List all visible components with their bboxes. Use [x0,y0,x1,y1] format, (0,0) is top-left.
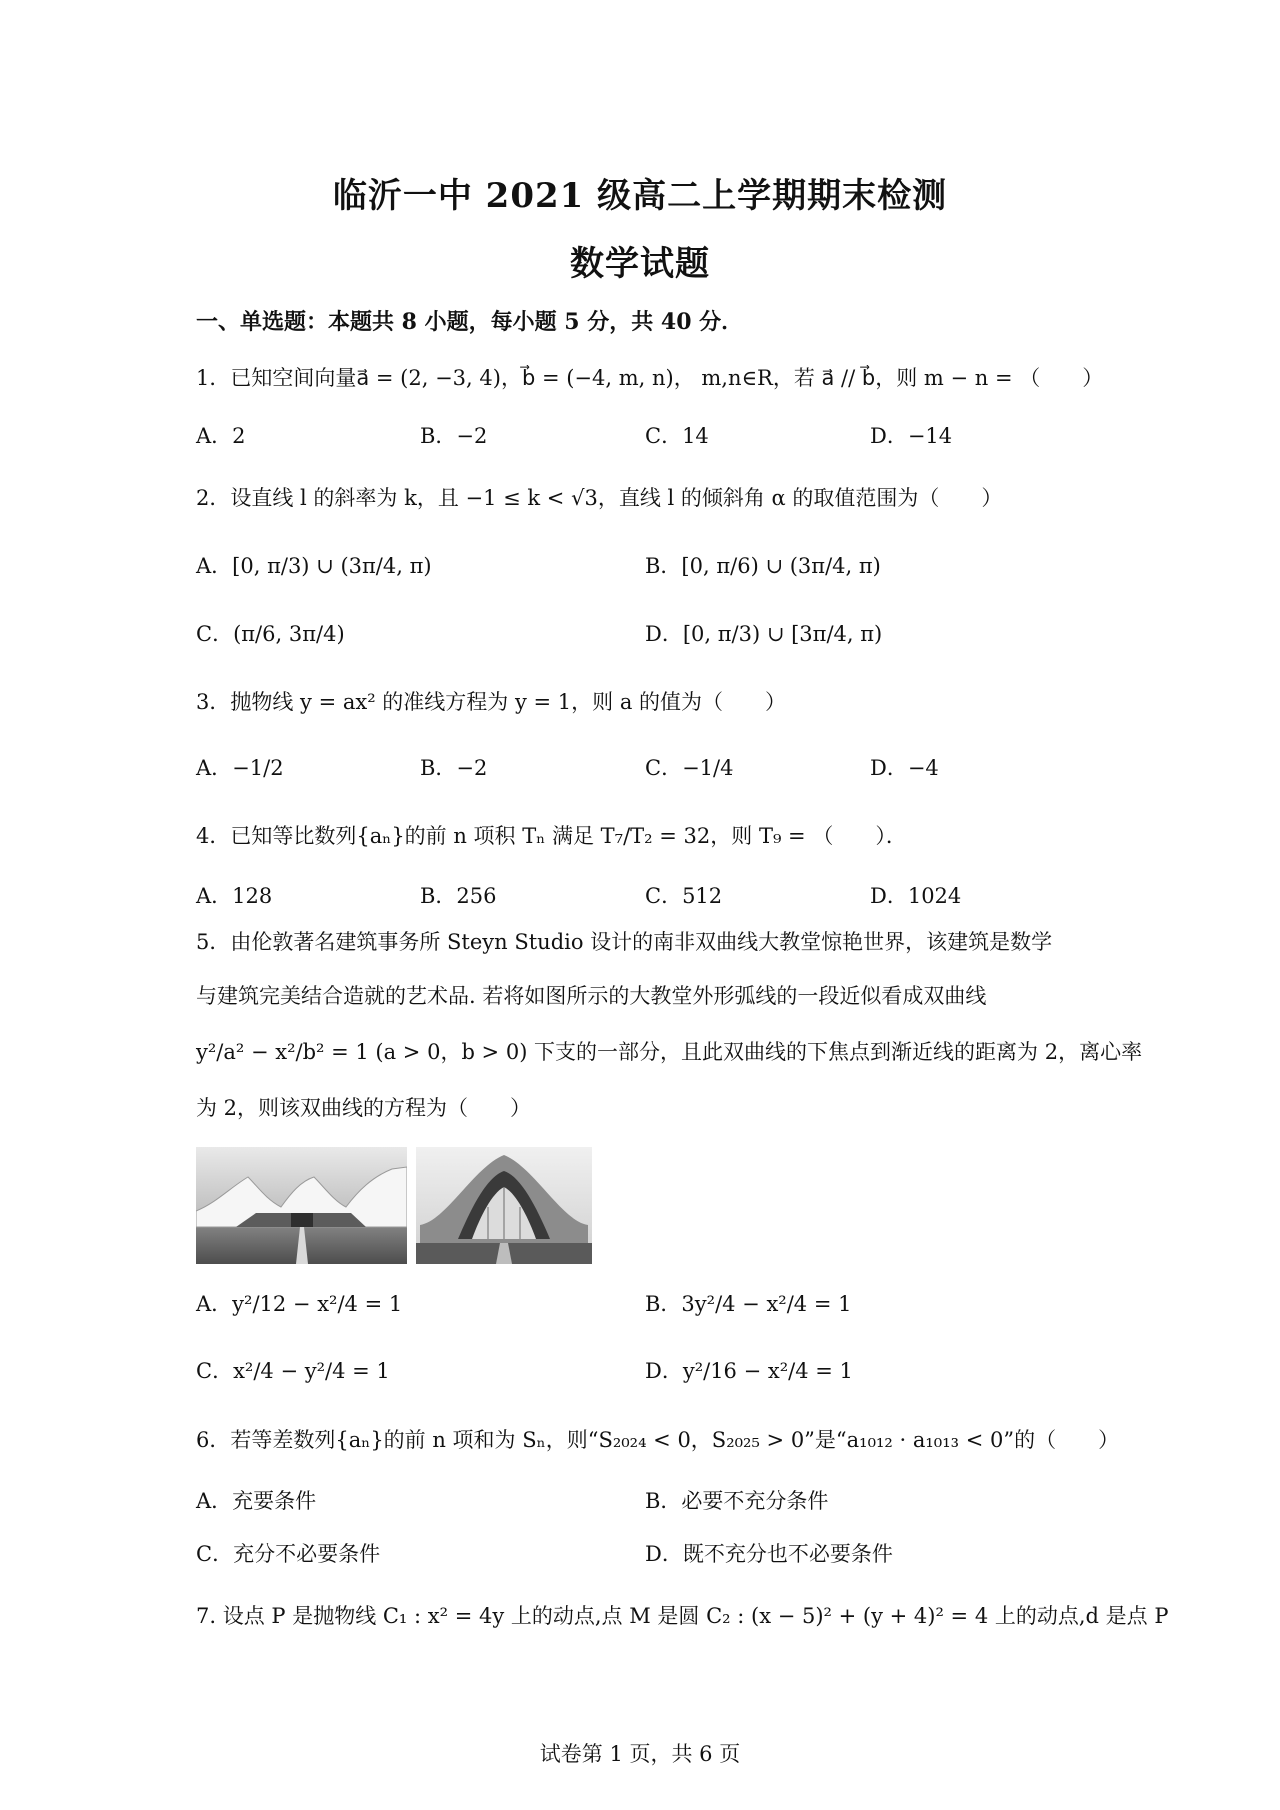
question-1-stem: 1．已知空间向量a⃗ = (2, −3, 4)，b⃗ = (−4, m, n)， m,n∈R，若 a⃗ // b⃗，则 m − n = （ ） [196,366,1104,390]
q1-option-b: B．−2 [420,424,488,448]
question-5-stem-line-4: 为 2，则该双曲线的方程为（ ） [196,1096,532,1120]
q6-option-b: B．必要不充分条件 [645,1489,829,1513]
q1-option-c: C．14 [645,424,709,448]
q5-option-d: D．y²/16 − x²/4 = 1 [645,1359,853,1383]
q1-option-d: D．−14 [870,424,953,448]
cathedral-photo-wide [196,1147,407,1264]
question-4-stem: 4．已知等比数列{aₙ}的前 n 项积 Tₙ 满足 T₇/T₂ = 32，则 T₉ = （ ）． [196,824,907,848]
q6-option-c: C．充分不必要条件 [196,1542,381,1566]
cathedral-photo-arch [416,1147,592,1264]
q2-option-d: D．[0, π/3) ∪ [3π/4, π) [645,622,883,646]
question-5-stem-line-2: 与建筑完美结合造就的艺术品. 若将如图所示的大教堂外形弧线的一段近似看成双曲线 [196,984,987,1008]
q6-option-a: A．充要条件 [196,1489,317,1513]
q1-option-a: A．2 [196,424,246,448]
q4-option-d: D．1024 [870,884,962,908]
question-3-stem: 3．抛物线 y = ax² 的准线方程为 y = 1，则 a 的值为（ ） [196,690,787,714]
exam-title: 临沂一中 2021 级高二上学期期末检测 [332,176,948,216]
question-2-stem: 2．设直线 l 的斜率为 k，且 −1 ≤ k < √3，直线 l 的倾斜角 α 的取值范围为（ ） [196,486,1003,510]
q6-option-d: D．既不充分也不必要条件 [645,1542,893,1566]
q3-option-b: B．−2 [420,756,488,780]
exam-subtitle: 数学试题 [570,244,710,284]
question-5-stem-line-3: y²/a² − x²/b² = 1 (a > 0，b > 0) 下支的一部分，且此双曲线的下焦点到渐近线的距离为 2，离心率 [196,1040,1143,1064]
q3-option-c: C．−1/4 [645,756,734,780]
question-6-stem: 6．若等差数列{aₙ}的前 n 项和为 Sₙ，则“S₂₀₂₄ < 0，S₂₀₂₅ > 0”是“a₁₀₁₂ · a₁₀₁₃ < 0”的（ ） [196,1428,1120,1452]
q4-option-c: C．512 [645,884,723,908]
q5-option-c: C．x²/4 − y²/4 = 1 [196,1359,390,1383]
section-heading: 一、单选题：本题共 8 小题，每小题 5 分，共 40 分． [196,309,744,335]
q5-option-b: B．3y²/4 − x²/4 = 1 [645,1292,852,1316]
q5-option-a: A．y²/12 − x²/4 = 1 [196,1292,403,1316]
q2-option-a: A．[0, π/3) ∪ (3π/4, π) [196,554,432,578]
question-7-stem: 7. 设点 P 是抛物线 C₁ : x² = 4y 上的动点,点 M 是圆 C₂ : (x − 5)² + (y + 4)² = 4 上的动点,d 是点 P [196,1604,1169,1628]
q4-option-a: A．128 [196,884,273,908]
q2-option-b: B．[0, π/6) ∪ (3π/4, π) [645,554,881,578]
question-5-stem-line-1: 5．由伦敦著名建筑事务所 Steyn Studio 设计的南非双曲线大教堂惊艳世界，该建筑是数学 [196,930,1053,954]
q3-option-d: D．−4 [870,756,939,780]
q2-option-c: C．(π/6, 3π/4) [196,622,345,646]
q4-option-b: B．256 [420,884,497,908]
page-footer: 试卷第 1 页，共 6 页 [539,1742,741,1766]
q3-option-a: A．−1/2 [196,756,284,780]
